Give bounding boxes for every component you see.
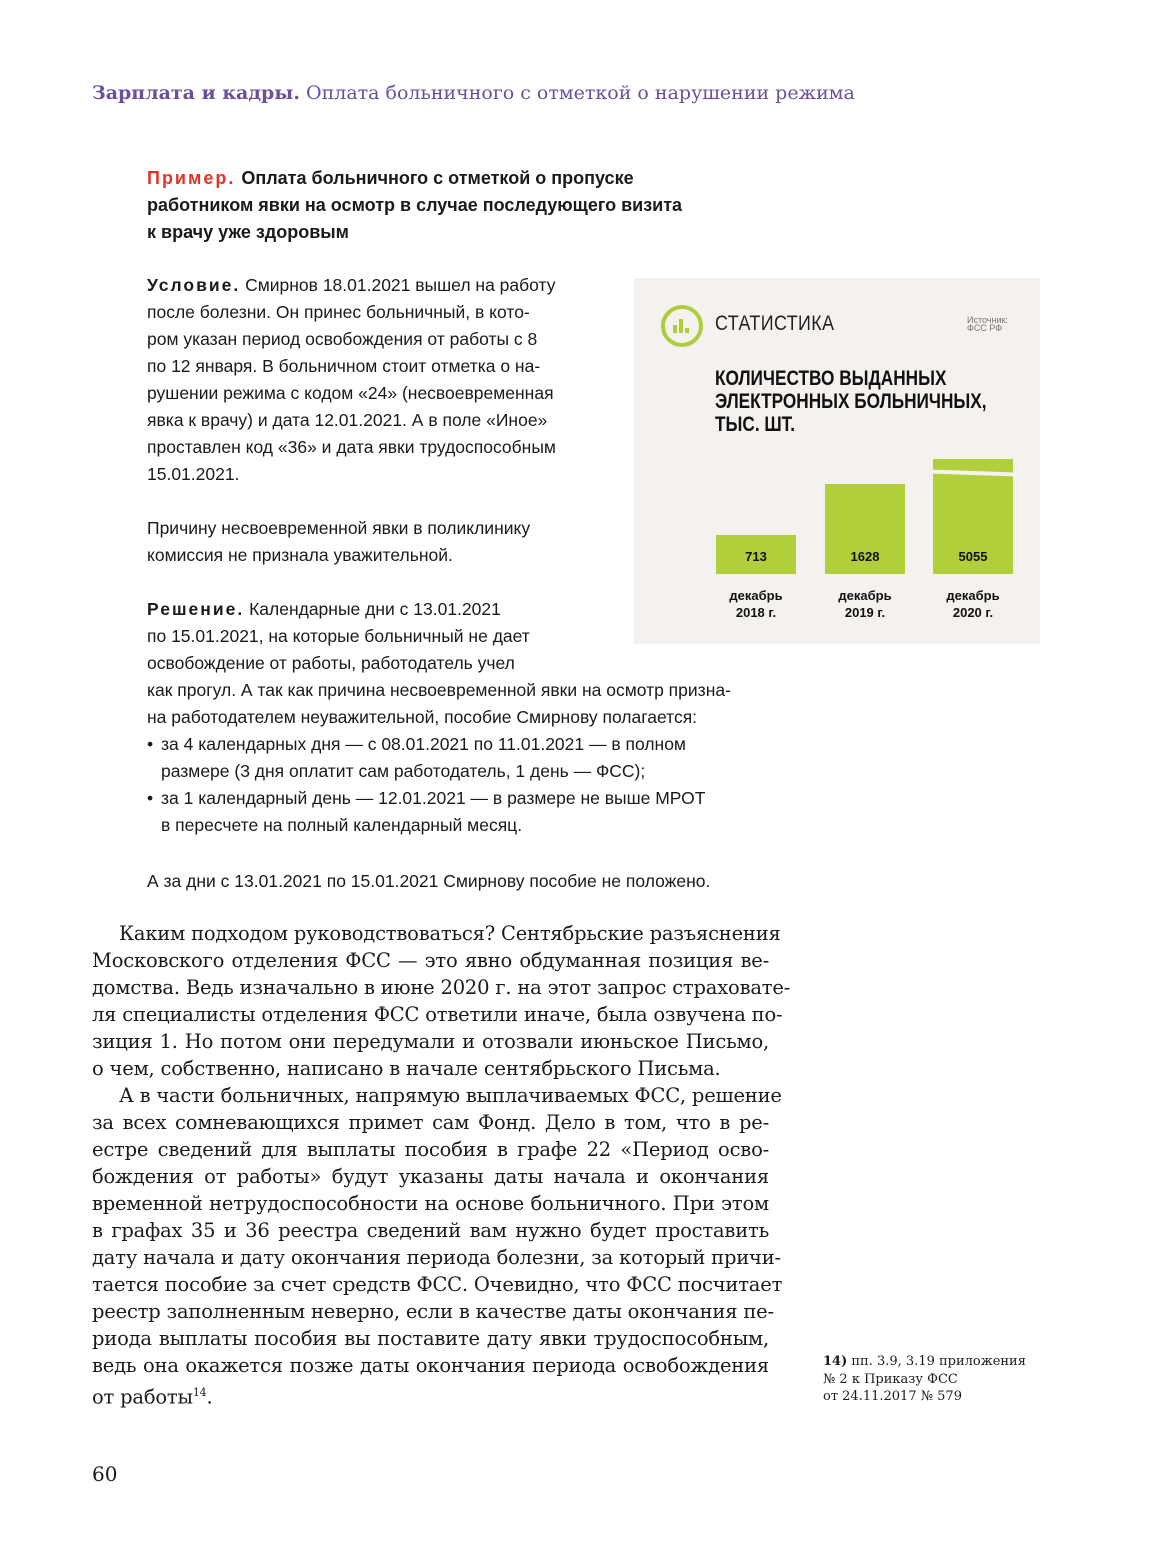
text-line: Причину несвоевременной явки в поликлинику <box>147 518 531 538</box>
title-line: Оплата больничного с отметкой о пропуске <box>241 168 634 188</box>
category-line: 2020 г. <box>952 605 994 620</box>
source-note <box>967 316 1008 332</box>
text-line: как прогул. А так как причина несвоевременной явки на осмотр призна- <box>147 680 731 700</box>
bar-chart-icon <box>661 305 703 347</box>
category-label <box>825 587 905 621</box>
category-line: 2018 г. <box>735 605 777 620</box>
text-line: о чем, собственно, написано в начале сентябрьского Письма. <box>92 1057 721 1080</box>
text-line: дату начала и дату окончания периода болезни, за который причи- <box>92 1246 781 1269</box>
bullet-icon: • <box>147 788 154 808</box>
text-line: на работодателем неуважительной, пособие Смирнову полагается: <box>147 707 698 727</box>
chart-bar <box>825 484 905 574</box>
bullet-item <box>147 731 731 785</box>
solution-label: Решение. <box>147 599 245 619</box>
chart-title <box>715 367 987 436</box>
bar-value-label: 713 <box>745 549 767 564</box>
footnote-line: пп. 3.9, 3.19 приложения <box>847 1354 1026 1369</box>
page-number: 60 <box>92 1462 118 1486</box>
footnote-number: 14) <box>823 1354 848 1369</box>
text-line: Каким подходом руководствоваться? Сентябрьские разъяснения <box>119 922 781 945</box>
bar-value-label: 1628 <box>850 549 880 564</box>
text-line: за 1 календарный день — 12.01.2021 — в размере не выше МРОТ <box>161 788 706 808</box>
chart-title-line: ТЫС. ШТ. <box>715 413 796 436</box>
footnote-ref: 14 <box>192 1386 207 1399</box>
footnote <box>823 1353 1026 1406</box>
statistics-infographic <box>634 278 1040 644</box>
text-line: домства. Ведь изначально в июне 2020 г. на этот запрос страховате- <box>92 976 791 999</box>
text-line: 15.01.2021. <box>147 464 240 484</box>
category-label <box>716 587 796 621</box>
text-line: в пересчете на полный календарный месяц. <box>161 815 523 835</box>
section-name: Зарплата и кадры. <box>92 82 300 104</box>
title-line: к врачу уже здоровым <box>147 222 349 242</box>
bar-value-label: 5055 <box>958 549 988 564</box>
source-line: Источник: <box>967 315 1008 325</box>
text-line: явка к врачу) и дата 12.01.2021. А в поле «Иное» <box>147 410 548 430</box>
text-line: реестр заполненным неверно, если в качестве даты окончания пе- <box>92 1300 774 1323</box>
condition-label: Условие. <box>147 275 241 295</box>
category-line: декабрь <box>946 588 1000 603</box>
category-line: декабрь <box>729 588 783 603</box>
text-line: А в части больничных, напрямую выплачиваемых ФСС, решение <box>119 1084 782 1107</box>
footnote-line: от 24.11.2017 № 579 <box>823 1389 962 1404</box>
text-line: бождения от работы» будут указаны даты начала и окончания <box>92 1165 769 1188</box>
text-line: зиция 1. Но потом они передумали и отозвали июньское Письмо, <box>92 1030 769 1053</box>
bullet-item <box>147 785 731 839</box>
axis-break <box>933 470 1013 477</box>
text-line: ля специалисты отделения ФСС ответили иначе, была озвучена по- <box>92 1003 783 1026</box>
chart-bar <box>716 535 796 574</box>
condition-block <box>147 272 556 488</box>
text-line: за всех сомневающихся примет сам Фонд. Дело в том, что в ре- <box>92 1111 769 1134</box>
chart-bar <box>933 459 1013 574</box>
chart-title-line: ЭЛЕКТРОННЫХ БОЛЬНИЧНЫХ, <box>715 390 987 413</box>
text-line: размере (3 дня оплатит сам работодатель, 1 день — ФСС); <box>161 761 646 781</box>
category-line: 2019 г. <box>844 605 886 620</box>
title-line: работником явки на осмотр в случае последующего визита <box>147 195 683 215</box>
text-line: естре сведений для выплаты пособия в графе 22 «Период осво- <box>92 1138 769 1161</box>
example-title <box>147 165 682 246</box>
text-line: рушении режима с кодом «24» (несвоевременная <box>147 383 554 403</box>
footnote-line: № 2 к Приказу ФСС <box>823 1371 958 1387</box>
text-line: по 15.01.2021, на которые больничный не дает <box>147 626 530 646</box>
running-header <box>92 82 855 104</box>
text-line: за 4 календарных дня — с 08.01.2021 по 11.01.2021 — в полном <box>161 734 686 754</box>
text-line: комиссия не признала уважительной. <box>147 545 453 565</box>
text-line: Московского отделения ФСС — это явно обдуманная позиция ве- <box>92 949 769 972</box>
stat-label: СТАТИСТИКА <box>715 312 835 335</box>
bullet-icon: • <box>147 734 154 754</box>
reason-block <box>147 515 530 569</box>
text-line: риода выплаты пособия вы поставите дату явки трудоспособным, <box>92 1327 769 1350</box>
category-label <box>933 587 1013 621</box>
text-line: тается пособие за счет средств ФСС. Очевидно, что ФСС посчитает <box>92 1273 783 1296</box>
source-line: ФСС РФ <box>967 323 1003 333</box>
text-line: в графах 35 и 36 реестра сведений вам нужно будет проставить <box>92 1219 769 1242</box>
text-line: ведь она окажется позже даты окончания периода освобождения <box>92 1354 769 1377</box>
conclusion: А за дни с 13.01.2021 по 15.01.2021 Смирнову пособие не положено. <box>147 871 711 891</box>
header-title: Оплата больничного с отметкой о нарушении режима <box>306 82 855 104</box>
example-label: Пример. <box>147 168 236 188</box>
text-line: временной нетрудоспособности на основе больничного. При этом <box>92 1192 769 1215</box>
text-line: по 12 января. В больничном стоит отметка о на- <box>147 356 541 376</box>
text-line: Смирнов 18.01.2021 вышел на работу <box>240 275 556 295</box>
text-line: Календарные дни с 13.01.2021 <box>244 599 501 619</box>
body-text <box>92 920 791 1409</box>
category-line: декабрь <box>838 588 892 603</box>
text-line: ром указан период освобождения от работы с 8 <box>147 329 538 349</box>
text-line: проставлен код «36» и дата явки трудоспособным <box>147 437 556 457</box>
chart-title-line: КОЛИЧЕСТВО ВЫДАННЫХ <box>715 367 947 390</box>
text-line: после болезни. Он принес больничный, в кото- <box>147 302 530 322</box>
text-line: от работы$^{14}$. <box>92 1385 213 1409</box>
text-line: освобождение от работы, работодатель учел <box>147 653 515 673</box>
